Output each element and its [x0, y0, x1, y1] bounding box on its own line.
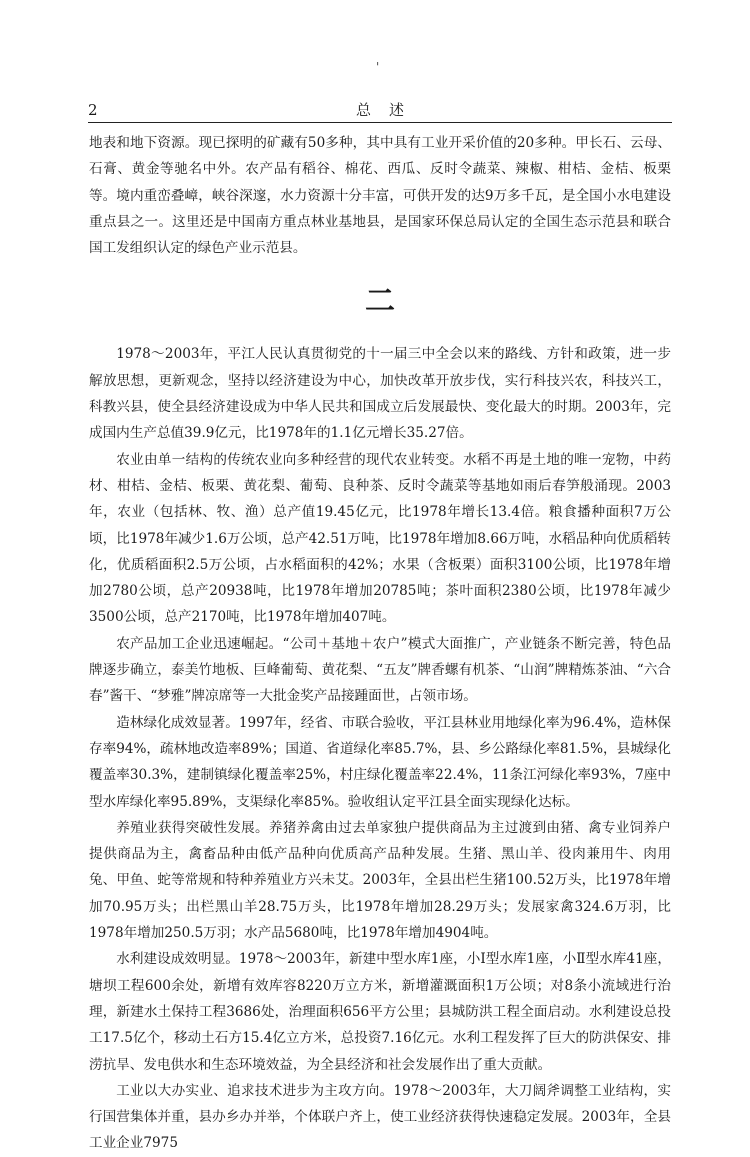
running-head: 总述: [355, 101, 422, 119]
page-header: [88, 100, 672, 123]
section-heading: 二: [365, 284, 395, 320]
scan-tick-mark: ': [376, 60, 380, 74]
paragraph-husbandry: 养殖业获得突破性发展。养猪养禽由过去单家独户提供商品为主过渡到由猪、禽专业饲养户提供商品为主，禽畜品种由低产品种向优质高产品种发展。生猪、黑山羊、役肉兼用牛、肉用兔、甲鱼、蛇等常规和特种养殖业方兴未艾。2003年，全县出栏生猪100.52万头，比1978年增加70.95万头；出栏黑山羊28.75万头，比1978年增加28.29万头；发展家禽324.6万羽，比1978年增加250.5万羽；水产品5680吨，比1978年增加4904吨。: [89, 819, 671, 942]
paragraph-industry: 工业以大办实业、追求技术进步为主攻方向。1978～2003年，大刀阔斧调整工业结构，实行国营集体并重，县办乡办并举，个体联户齐上，使工业经济获得快速稳定发展。2003年，全县工业企业7975: [89, 1082, 671, 1152]
intro-paragraph: 地表和地下资源。现已探明的矿藏有50多种，其中具有工业开采价值的20多种。甲长石、云母、石膏、黄金等驰名中外。农产品有稻谷、棉花、西瓜、反时令蔬菜、辣椒、柑桔、金桔、板栗等。境内重峦叠嶂，峡谷深邃，水力资源十分丰富，可供开发的达9万多千瓦，是全国小水电建设重点县之一。这里还是中国南方重点林业基地县，是国家环保总局认定的全国生态示范县和联合国工发组织认定的绿色产业示范县。: [89, 135, 671, 257]
paragraph-agriculture: 农业由单一结构的传统农业向多种经营的现代农业转变。水稻不再是土地的唯一宠物，中药材、柑桔、金桔、板栗、黄花梨、葡萄、良种茶、反时令蔬菜等基地如雨后春笋般涌现。2003年，农业（包括林、牧、渔）总产值19.45亿元，比1978年增长13.4倍。粮食播种面积7万公顷，比1978年减少1.6万公顷，总产42.51万吨，比1978年增加8.66万吨，水稻品种向优质稻转化，优质稻面积2.5万公顷，占水稻面积的42%；水果（含板栗）面积3100公顷，比1978年增加2780公顷，总产20938吨，比1978年增加20785吨；茶叶面积2380公顷，比1978年减少3500公顷，总产2170吨，比1978年增加407吨。: [89, 451, 671, 626]
paragraph-water-conservancy: 水利建设成效明显。1978～2003年，新建中型水库1座，小Ⅰ型水库1座，小Ⅱ型水库41座，塘坝工程600余处，新增有效库容8220万立方米，新增灌溉面积1万公顷；对8条小流域进行治理，新建水土保持工程3686处，治理面积656平方公里；县城防洪工程全面启动。水利建设总投工17.5亿个，移动土石方15.4亿立方米，总投资7.16亿元。水利工程发挥了巨大的防洪保安、排涝抗旱、发电供水和生态环境效益，为全县经济和社会发展作出了重大贡献。: [89, 951, 671, 1073]
paragraph-forestry: 造林绿化成效显著。1997年，经省、市联合验收，平江县林业用地绿化率为96.4%，造林保存率94%，疏林地改造率89%；国道、省道绿化率85.7%，县、乡公路绿化率81.5%，县城绿化覆盖率30.3%，建制镇绿化覆盖率25%，村庄绿化覆盖率22.4%，11条江河绿化率93%，7座中型水库绿化率95.89%，支渠绿化率85%。验收组认定平江县全面实现绿化达标。: [89, 714, 671, 810]
body-text: [89, 130, 671, 1157]
page-number: 2: [88, 101, 98, 119]
paragraph-processing: 农产品加工企业迅速崛起。“公司＋基地＋农户”模式大面推广，产业链条不断完善，特色品牌逐步确立，泰美竹地板、巨峰葡萄、黄花梨、“五友”牌香螺有机茶、“山润”牌精炼茶油、“六合春”酱干、“梦雅”牌凉席等一大批金奖产品接踵面世，占领市场。: [89, 635, 671, 705]
paragraph-overview: 1978～2003年，平江人民认真贯彻党的十一届三中全会以来的路线、方针和政策，进一步解放思想，更新观念，坚持以经济建设为中心，加快改革开放步伐，实行科技兴农，科技兴工，科教兴县，使全县经济建设成为中华人民共和国成立后发展最快、变化最大的时期。2003年，完成国内生产总值39.9亿元，比1978年的1.1亿元增长35.27倍。: [89, 346, 671, 442]
